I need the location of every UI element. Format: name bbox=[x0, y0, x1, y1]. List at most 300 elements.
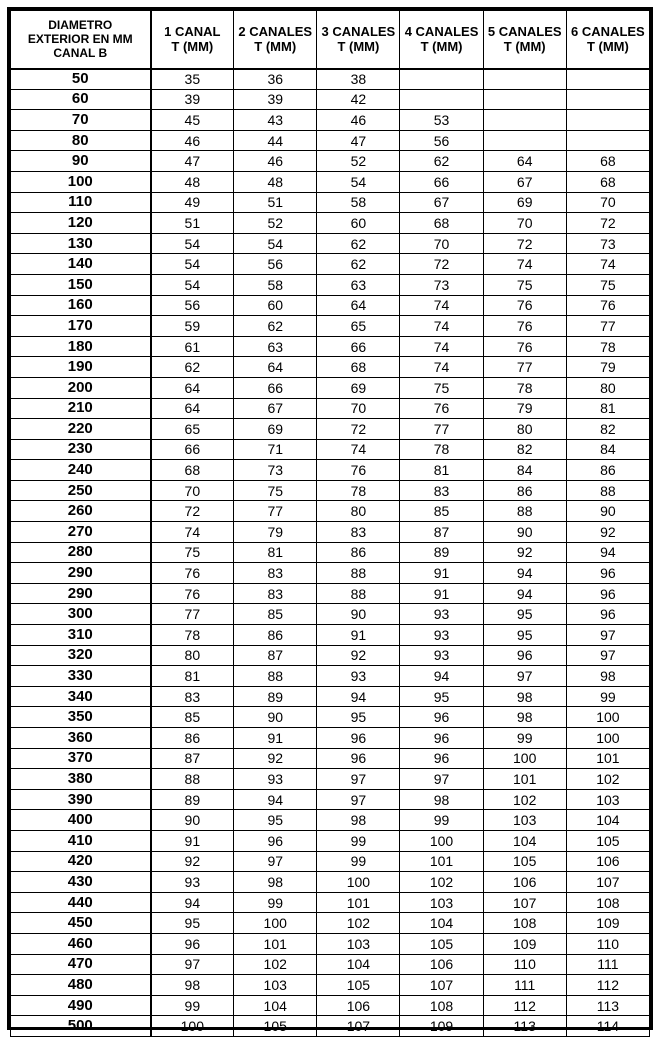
table-row bbox=[11, 645, 650, 666]
thickness-cell: 105 bbox=[317, 975, 400, 996]
thickness-cell: 100 bbox=[317, 872, 400, 893]
thickness-cell: 70 bbox=[317, 398, 400, 419]
thickness-cell: 85 bbox=[151, 707, 234, 728]
thickness-cell: 85 bbox=[234, 604, 317, 625]
thickness-cell: 52 bbox=[234, 213, 317, 234]
thickness-cell: 90 bbox=[317, 604, 400, 625]
diameter-cell: 220 bbox=[11, 419, 151, 440]
diameter-cell: 340 bbox=[11, 686, 151, 707]
thickness-cell: 87 bbox=[234, 645, 317, 666]
thickness-cell: 54 bbox=[317, 171, 400, 192]
header-3-canales bbox=[317, 11, 400, 69]
diameter-cell: 130 bbox=[11, 233, 151, 254]
thickness-cell: 78 bbox=[151, 625, 234, 646]
thickness-cell: 75 bbox=[400, 377, 483, 398]
table-row bbox=[11, 501, 650, 522]
diameter-cell: 120 bbox=[11, 213, 151, 234]
thickness-cell: 100 bbox=[151, 1016, 234, 1037]
thickness-cell: 46 bbox=[151, 130, 234, 151]
table-row bbox=[11, 1016, 650, 1037]
thickness-cell: 66 bbox=[400, 171, 483, 192]
thickness-cell: 62 bbox=[151, 357, 234, 378]
thickness-cell: 35 bbox=[151, 69, 234, 90]
thickness-cell: 64 bbox=[483, 151, 566, 172]
header-6-canales bbox=[566, 11, 649, 69]
thickness-cell: 87 bbox=[151, 748, 234, 769]
thickness-cell: 104 bbox=[400, 913, 483, 934]
diameter-cell: 350 bbox=[11, 707, 151, 728]
thickness-cell: 59 bbox=[151, 316, 234, 337]
thickness-cell bbox=[483, 69, 566, 90]
thickness-cell: 90 bbox=[566, 501, 649, 522]
thickness-cell: 96 bbox=[234, 830, 317, 851]
table-row bbox=[11, 130, 650, 151]
thickness-cell: 80 bbox=[317, 501, 400, 522]
thickness-cell: 98 bbox=[400, 789, 483, 810]
thickness-cell: 81 bbox=[400, 460, 483, 481]
diameter-cell: 270 bbox=[11, 522, 151, 543]
table-row bbox=[11, 851, 650, 872]
table-row bbox=[11, 789, 650, 810]
thickness-cell: 95 bbox=[483, 625, 566, 646]
thickness-cell: 92 bbox=[151, 851, 234, 872]
thickness-cell: 76 bbox=[483, 295, 566, 316]
thickness-cell: 78 bbox=[317, 480, 400, 501]
thickness-cell: 103 bbox=[234, 975, 317, 996]
diameter-cell: 380 bbox=[11, 769, 151, 790]
thickness-cell: 74 bbox=[400, 336, 483, 357]
thickness-cell: 99 bbox=[151, 995, 234, 1016]
table-row bbox=[11, 728, 650, 749]
thickness-cell: 98 bbox=[317, 810, 400, 831]
thickness-cell: 95 bbox=[483, 604, 566, 625]
thickness-cell: 106 bbox=[566, 851, 649, 872]
table-row bbox=[11, 110, 650, 131]
thickness-cell: 92 bbox=[317, 645, 400, 666]
header-line: T (MM) bbox=[503, 39, 546, 55]
diameter-cell: 460 bbox=[11, 933, 151, 954]
diameter-cell: 180 bbox=[11, 336, 151, 357]
diameter-cell: 300 bbox=[11, 604, 151, 625]
thickness-cell: 88 bbox=[234, 666, 317, 687]
diameter-cell: 190 bbox=[11, 357, 151, 378]
thickness-cell: 105 bbox=[483, 851, 566, 872]
thickness-cell: 88 bbox=[151, 769, 234, 790]
thickness-cell: 88 bbox=[483, 501, 566, 522]
thickness-cell: 51 bbox=[151, 213, 234, 234]
thickness-cell: 64 bbox=[317, 295, 400, 316]
thickness-cell: 96 bbox=[317, 748, 400, 769]
thickness-cell: 98 bbox=[151, 975, 234, 996]
header-line: 4 CANALES bbox=[404, 24, 479, 40]
header-line: 3 CANALES bbox=[321, 24, 396, 40]
thickness-cell: 67 bbox=[483, 171, 566, 192]
table-row bbox=[11, 563, 650, 584]
thickness-cell: 97 bbox=[317, 789, 400, 810]
diameter-cell: 290 bbox=[11, 583, 151, 604]
table-row bbox=[11, 892, 650, 913]
diameter-cell: 150 bbox=[11, 274, 151, 295]
thickness-cell: 69 bbox=[317, 377, 400, 398]
thickness-cell: 62 bbox=[400, 151, 483, 172]
thickness-cell: 78 bbox=[566, 336, 649, 357]
diameter-cell: 370 bbox=[11, 748, 151, 769]
table-row bbox=[11, 933, 650, 954]
thickness-cell: 79 bbox=[483, 398, 566, 419]
thickness-cell: 107 bbox=[400, 975, 483, 996]
header-diameter-line: CANAL B bbox=[53, 46, 108, 61]
thickness-cell: 76 bbox=[317, 460, 400, 481]
thickness-cell: 103 bbox=[483, 810, 566, 831]
diameter-cell: 440 bbox=[11, 892, 151, 913]
thickness-cell: 76 bbox=[400, 398, 483, 419]
thickness-cell: 73 bbox=[566, 233, 649, 254]
diameter-cell: 310 bbox=[11, 625, 151, 646]
table-row bbox=[11, 233, 650, 254]
thickness-cell: 95 bbox=[234, 810, 317, 831]
thickness-cell: 75 bbox=[234, 480, 317, 501]
thickness-cell: 102 bbox=[566, 769, 649, 790]
thickness-cell: 96 bbox=[483, 645, 566, 666]
header-line: T (MM) bbox=[254, 39, 297, 55]
thickness-cell: 64 bbox=[151, 377, 234, 398]
thickness-cell: 56 bbox=[234, 254, 317, 275]
diameter-cell: 290 bbox=[11, 563, 151, 584]
thickness-cell: 91 bbox=[234, 728, 317, 749]
table-row bbox=[11, 604, 650, 625]
thickness-cell: 89 bbox=[400, 542, 483, 563]
thickness-cell: 66 bbox=[317, 336, 400, 357]
header-row bbox=[11, 11, 650, 69]
thickness-cell: 75 bbox=[483, 274, 566, 295]
thickness-cell: 101 bbox=[317, 892, 400, 913]
thickness-cell: 109 bbox=[483, 933, 566, 954]
thickness-cell: 86 bbox=[234, 625, 317, 646]
thickness-cell: 113 bbox=[566, 995, 649, 1016]
thickness-cell: 104 bbox=[566, 810, 649, 831]
thickness-cell: 86 bbox=[483, 480, 566, 501]
diameter-cell: 110 bbox=[11, 192, 151, 213]
thickness-cell: 104 bbox=[483, 830, 566, 851]
thickness-cell: 72 bbox=[317, 419, 400, 440]
thickness-cell: 77 bbox=[234, 501, 317, 522]
thickness-cell: 96 bbox=[566, 563, 649, 584]
thickness-cell: 83 bbox=[234, 583, 317, 604]
thickness-cell: 62 bbox=[317, 233, 400, 254]
thickness-cell: 97 bbox=[483, 666, 566, 687]
header-4-canales bbox=[400, 11, 483, 69]
diameter-cell: 330 bbox=[11, 666, 151, 687]
thickness-cell: 61 bbox=[151, 336, 234, 357]
thickness-cell: 90 bbox=[234, 707, 317, 728]
thickness-cell: 97 bbox=[151, 954, 234, 975]
diameter-cell: 70 bbox=[11, 110, 151, 131]
thickness-cell bbox=[400, 69, 483, 90]
thickness-cell: 92 bbox=[234, 748, 317, 769]
thickness-cell: 94 bbox=[317, 686, 400, 707]
table-row bbox=[11, 686, 650, 707]
thickness-cell: 108 bbox=[483, 913, 566, 934]
table-row bbox=[11, 666, 650, 687]
table-row bbox=[11, 274, 650, 295]
thickness-cell: 102 bbox=[317, 913, 400, 934]
thickness-cell: 73 bbox=[234, 460, 317, 481]
thickness-cell: 74 bbox=[317, 439, 400, 460]
thickness-cell: 107 bbox=[483, 892, 566, 913]
thickness-cell bbox=[566, 130, 649, 151]
header-line: T (MM) bbox=[586, 39, 629, 55]
header-line: 6 CANALES bbox=[571, 24, 645, 40]
diameter-cell: 200 bbox=[11, 377, 151, 398]
diameter-cell: 490 bbox=[11, 995, 151, 1016]
thickness-cell: 95 bbox=[151, 913, 234, 934]
thickness-cell: 97 bbox=[566, 625, 649, 646]
thickness-cell: 79 bbox=[234, 522, 317, 543]
thickness-cell: 99 bbox=[400, 810, 483, 831]
thickness-cell: 101 bbox=[566, 748, 649, 769]
table-row bbox=[11, 419, 650, 440]
header-diameter bbox=[11, 11, 151, 69]
thickness-cell: 104 bbox=[234, 995, 317, 1016]
thickness-cell: 112 bbox=[566, 975, 649, 996]
thickness-cell: 105 bbox=[234, 1016, 317, 1037]
table-row bbox=[11, 522, 650, 543]
thickness-cell: 52 bbox=[317, 151, 400, 172]
diameter-cell: 400 bbox=[11, 810, 151, 831]
table-row bbox=[11, 316, 650, 337]
table-row bbox=[11, 810, 650, 831]
diameter-cell: 450 bbox=[11, 913, 151, 934]
table-row bbox=[11, 439, 650, 460]
diameter-cell: 160 bbox=[11, 295, 151, 316]
thickness-cell: 72 bbox=[483, 233, 566, 254]
thickness-cell: 51 bbox=[234, 192, 317, 213]
thickness-cell: 94 bbox=[400, 666, 483, 687]
thickness-cell: 48 bbox=[151, 171, 234, 192]
diameter-cell: 430 bbox=[11, 872, 151, 893]
header-line: T (MM) bbox=[171, 39, 214, 55]
thickness-cell: 78 bbox=[400, 439, 483, 460]
thickness-cell: 102 bbox=[234, 954, 317, 975]
table-row bbox=[11, 377, 650, 398]
thickness-cell: 96 bbox=[566, 583, 649, 604]
thickness-cell: 86 bbox=[317, 542, 400, 563]
header-5-canales bbox=[483, 11, 566, 69]
thickness-cell: 108 bbox=[400, 995, 483, 1016]
table-row bbox=[11, 89, 650, 110]
diameter-cell: 210 bbox=[11, 398, 151, 419]
thickness-cell: 88 bbox=[317, 563, 400, 584]
table-row bbox=[11, 480, 650, 501]
thickness-cell: 106 bbox=[400, 954, 483, 975]
diameter-cell: 320 bbox=[11, 645, 151, 666]
thickness-cell: 110 bbox=[566, 933, 649, 954]
thickness-cell: 99 bbox=[317, 830, 400, 851]
thickness-cell: 94 bbox=[483, 563, 566, 584]
thickness-cell: 42 bbox=[317, 89, 400, 110]
thickness-cell: 74 bbox=[483, 254, 566, 275]
thickness-cell: 96 bbox=[400, 728, 483, 749]
thickness-cell: 77 bbox=[151, 604, 234, 625]
thickness-cell: 44 bbox=[234, 130, 317, 151]
thickness-cell: 93 bbox=[317, 666, 400, 687]
table-frame bbox=[7, 7, 653, 1035]
thickness-cell: 76 bbox=[566, 295, 649, 316]
thickness-cell: 77 bbox=[400, 419, 483, 440]
thickness-cell: 89 bbox=[234, 686, 317, 707]
table-row bbox=[11, 748, 650, 769]
diameter-cell: 470 bbox=[11, 954, 151, 975]
table-row bbox=[11, 151, 650, 172]
thickness-cell: 70 bbox=[483, 213, 566, 234]
thickness-cell: 96 bbox=[400, 707, 483, 728]
thickness-cell: 64 bbox=[234, 357, 317, 378]
thickness-cell: 98 bbox=[234, 872, 317, 893]
thickness-cell: 58 bbox=[317, 192, 400, 213]
table-row bbox=[11, 171, 650, 192]
thickness-cell: 93 bbox=[400, 645, 483, 666]
thickness-cell: 105 bbox=[400, 933, 483, 954]
thickness-cell: 97 bbox=[317, 769, 400, 790]
thickness-cell: 99 bbox=[483, 728, 566, 749]
thickness-cell: 83 bbox=[400, 480, 483, 501]
thickness-cell: 95 bbox=[400, 686, 483, 707]
thickness-cell bbox=[566, 110, 649, 131]
table-row bbox=[11, 460, 650, 481]
thickness-cell: 54 bbox=[234, 233, 317, 254]
thickness-cell: 89 bbox=[151, 789, 234, 810]
thickness-cell: 94 bbox=[566, 542, 649, 563]
thickness-cell: 65 bbox=[151, 419, 234, 440]
table-header bbox=[11, 11, 650, 69]
thickness-cell: 83 bbox=[151, 686, 234, 707]
thickness-cell: 83 bbox=[317, 522, 400, 543]
header-line: 2 CANALES bbox=[238, 24, 313, 40]
thickness-cell: 98 bbox=[566, 666, 649, 687]
thickness-cell: 74 bbox=[151, 522, 234, 543]
diameter-cell: 260 bbox=[11, 501, 151, 522]
header-line: T (MM) bbox=[337, 39, 380, 55]
thickness-cell bbox=[566, 89, 649, 110]
table-row bbox=[11, 769, 650, 790]
table-row bbox=[11, 830, 650, 851]
thickness-cell: 88 bbox=[317, 583, 400, 604]
thickness-cell bbox=[483, 89, 566, 110]
table-row bbox=[11, 954, 650, 975]
thickness-cell: 102 bbox=[400, 872, 483, 893]
thickness-cell: 74 bbox=[566, 254, 649, 275]
thickness-cell: 96 bbox=[566, 604, 649, 625]
thickness-cell bbox=[483, 110, 566, 131]
thickness-cell: 58 bbox=[234, 274, 317, 295]
table-row bbox=[11, 583, 650, 604]
thickness-cell: 100 bbox=[566, 707, 649, 728]
thickness-cell: 96 bbox=[317, 728, 400, 749]
header-diameter-line: EXTERIOR EN MM bbox=[27, 32, 133, 47]
thickness-cell: 108 bbox=[566, 892, 649, 913]
thickness-cell: 76 bbox=[483, 316, 566, 337]
thickness-cell: 67 bbox=[400, 192, 483, 213]
thickness-cell: 93 bbox=[234, 769, 317, 790]
thickness-cell: 104 bbox=[317, 954, 400, 975]
table-row bbox=[11, 975, 650, 996]
thickness-cell: 83 bbox=[234, 563, 317, 584]
diameter-cell: 230 bbox=[11, 439, 151, 460]
diameter-cell: 140 bbox=[11, 254, 151, 275]
header-line: 1 CANAL bbox=[164, 24, 221, 40]
thickness-cell: 110 bbox=[483, 954, 566, 975]
thickness-cell: 93 bbox=[400, 604, 483, 625]
thickness-cell: 105 bbox=[566, 830, 649, 851]
table-row bbox=[11, 995, 650, 1016]
thickness-cell: 101 bbox=[400, 851, 483, 872]
thickness-cell: 78 bbox=[483, 377, 566, 398]
table-row bbox=[11, 192, 650, 213]
thickness-cell: 80 bbox=[566, 377, 649, 398]
thickness-cell: 87 bbox=[400, 522, 483, 543]
diameter-cell: 410 bbox=[11, 830, 151, 851]
diameter-cell: 170 bbox=[11, 316, 151, 337]
header-1-canal bbox=[151, 11, 234, 69]
header-diameter-line: DIAMETRO bbox=[48, 18, 113, 33]
thickness-cell: 101 bbox=[483, 769, 566, 790]
table-row bbox=[11, 913, 650, 934]
thickness-cell: 80 bbox=[483, 419, 566, 440]
thickness-cell: 111 bbox=[483, 975, 566, 996]
thickness-cell: 54 bbox=[151, 254, 234, 275]
thickness-cell: 109 bbox=[566, 913, 649, 934]
thickness-cell bbox=[566, 69, 649, 90]
thickness-cell: 62 bbox=[234, 316, 317, 337]
thickness-cell: 101 bbox=[234, 933, 317, 954]
thickness-cell: 92 bbox=[566, 522, 649, 543]
thickness-cell: 47 bbox=[151, 151, 234, 172]
thickness-cell: 56 bbox=[151, 295, 234, 316]
thickness-cell: 97 bbox=[566, 645, 649, 666]
thickness-cell: 80 bbox=[151, 645, 234, 666]
diameter-cell: 280 bbox=[11, 542, 151, 563]
thickness-cell: 75 bbox=[151, 542, 234, 563]
thickness-cell: 84 bbox=[566, 439, 649, 460]
thickness-cell: 63 bbox=[317, 274, 400, 295]
thickness-cell: 65 bbox=[317, 316, 400, 337]
thickness-cell: 45 bbox=[151, 110, 234, 131]
thickness-cell bbox=[400, 89, 483, 110]
thickness-cell: 68 bbox=[566, 171, 649, 192]
thickness-cell: 46 bbox=[234, 151, 317, 172]
thickness-cell: 92 bbox=[483, 542, 566, 563]
thickness-cell: 48 bbox=[234, 171, 317, 192]
thickness-cell: 60 bbox=[317, 213, 400, 234]
thickness-cell: 106 bbox=[483, 872, 566, 893]
diameter-cell: 250 bbox=[11, 480, 151, 501]
thickness-cell: 76 bbox=[151, 583, 234, 604]
thickness-cell: 72 bbox=[400, 254, 483, 275]
diameter-cell: 80 bbox=[11, 130, 151, 151]
thickness-cell: 74 bbox=[400, 295, 483, 316]
thickness-cell: 39 bbox=[234, 89, 317, 110]
thickness-cell: 64 bbox=[151, 398, 234, 419]
thickness-cell: 100 bbox=[400, 830, 483, 851]
table-row bbox=[11, 398, 650, 419]
thickness-cell: 100 bbox=[483, 748, 566, 769]
thickness-cell: 76 bbox=[483, 336, 566, 357]
thickness-cell: 114 bbox=[566, 1016, 649, 1037]
thickness-cell: 86 bbox=[151, 728, 234, 749]
thickness-cell: 94 bbox=[151, 892, 234, 913]
thickness-cell: 85 bbox=[400, 501, 483, 522]
header-line: 5 CANALES bbox=[487, 24, 562, 40]
